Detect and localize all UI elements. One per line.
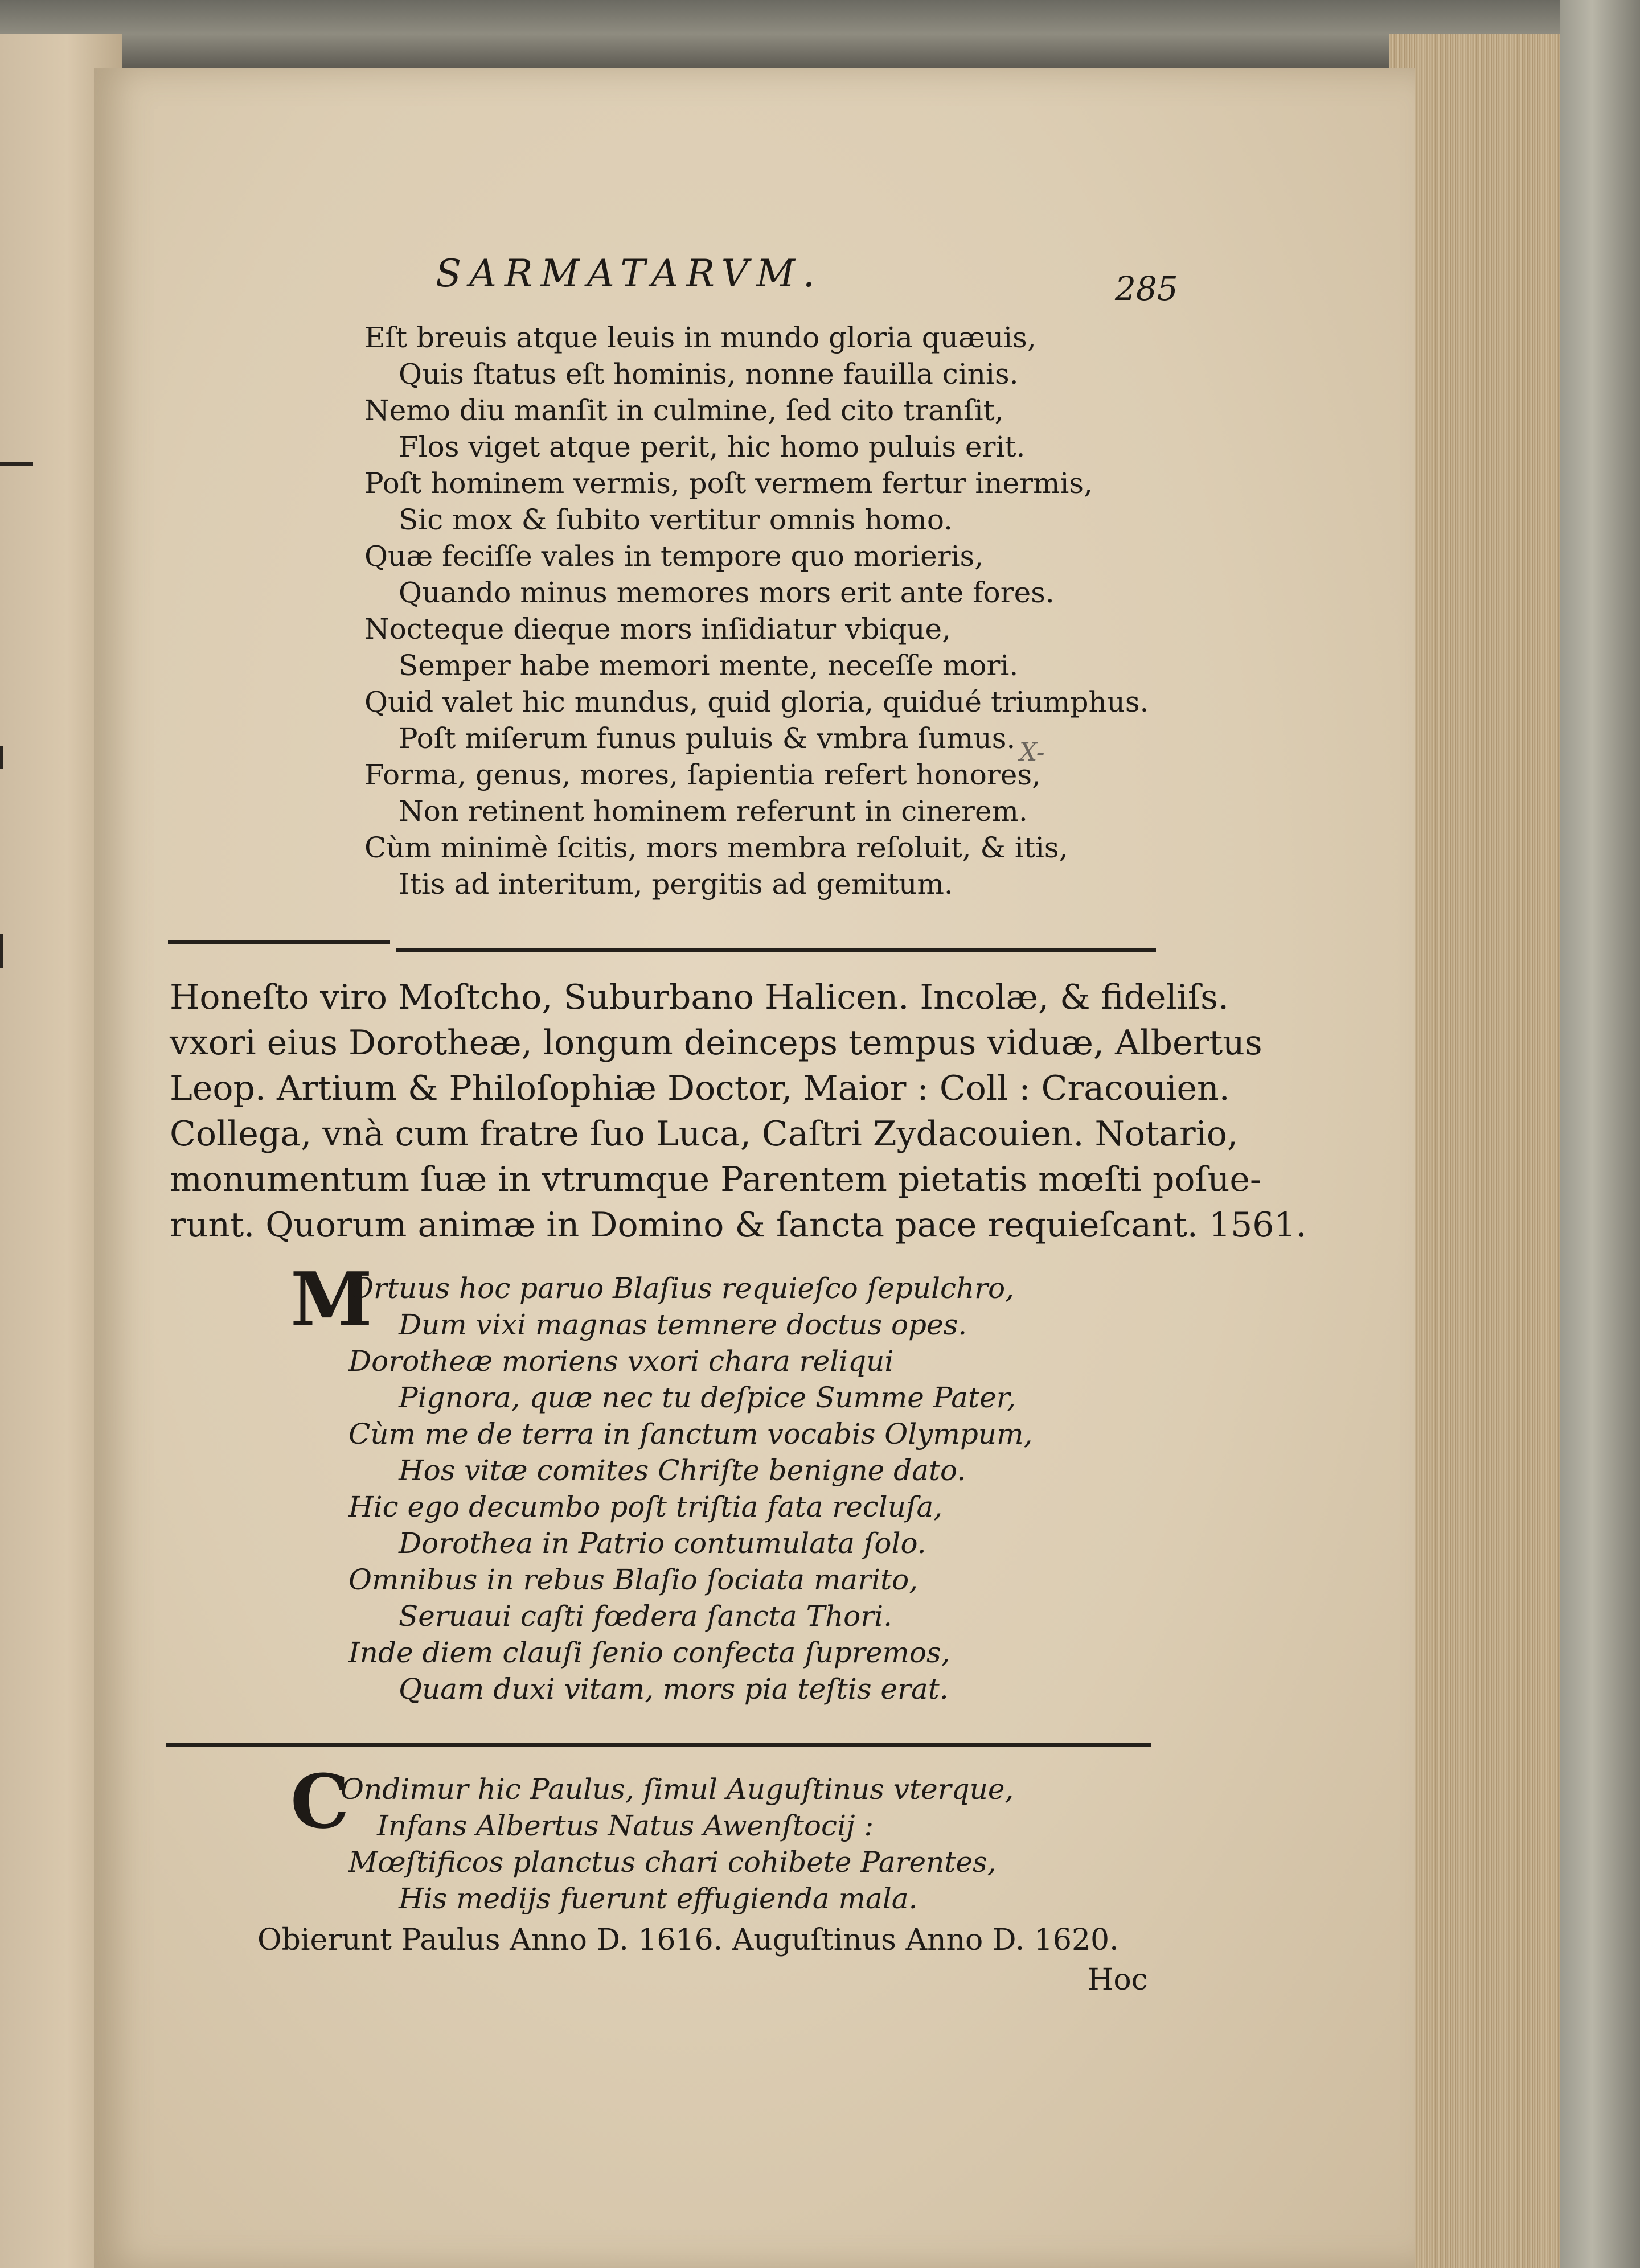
verse-line: Nemo diu manſit in culmine, ſed cito tranſit, — [364, 394, 1004, 427]
verse-line: Hic ego decumbo poſt triſtia fata recluſa, — [348, 1490, 943, 1523]
verse-line: Dorothea in Patrio contumulata ſolo. — [399, 1527, 926, 1560]
verse-line: Quando minus memores mors erit ante fores. — [399, 576, 1055, 609]
verse-line: Non retinent hominem referunt in cinerem. — [399, 795, 1028, 828]
verse-line: Omnibus in rebus Blaſio ſociata marito, — [348, 1563, 919, 1596]
verse-line: Itis ad interitum, pergitis ad gemitum. — [399, 868, 953, 901]
verse-line: Dum vixi magnas temnere doctus opes. — [399, 1308, 967, 1341]
verse-line: Semper habe memori mente, neceſſe mori. — [399, 649, 1019, 682]
verse-line: Flos viget atque perit, hic homo puluis erit. — [399, 430, 1026, 463]
verse-line: Hos vitæ comites Chriſte benigne dato. — [399, 1454, 966, 1487]
verse-line: Mœſtificos planctus chari cohibete Parentes, — [348, 1846, 997, 1879]
prose-line: Collega, vnà cum fratre ſuo Luca, Caſtri Zydacouien. Notario, — [170, 1114, 1239, 1154]
prose-line: Honeſto viro Moſtcho, Suburbano Halicen. Incolæ, & fideliſs. — [170, 977, 1229, 1017]
page-fore-edge — [1389, 34, 1560, 2268]
verse-line: Cùm minimè ſcitis, mors membra reſoluit, & itis, — [364, 831, 1068, 864]
verse-line: Dorotheæ moriens vxori chara reliqui — [348, 1345, 894, 1378]
verse-line: Quæ feciſſe vales in tempore quo morieris, — [364, 540, 984, 573]
section-rule — [168, 940, 390, 944]
left-page-ink-mark — [0, 462, 33, 466]
marginal-annotation: X- — [1019, 738, 1045, 767]
verse-line: Infans Albertus Natus Awenſtocij : — [377, 1809, 874, 1842]
verse-line: Quis ſtatus eſt hominis, nonne fauilla cinis. — [399, 358, 1019, 391]
verse-line: Seruaui caſti fœdera ſancta Thori. — [399, 1600, 893, 1633]
section-rule — [396, 948, 1156, 952]
verse-line: Quid valet hic mundus, quid gloria, quidué triumphus. — [364, 685, 1149, 718]
running-header: SARMATARVM. — [436, 252, 823, 295]
verse-line: Ortuus hoc paruo Blaſius requieſco ſepulchro, — [350, 1272, 1015, 1305]
verse-line: Eſt breuis atque leuis in mundo gloria quæuis, — [364, 321, 1036, 354]
page-number: 285 — [1115, 269, 1178, 308]
verse-line: Inde diem clauſi ſenio confecta ſupremos, — [348, 1636, 950, 1669]
verse-line: Poſt miſerum funus puluis & vmbra ſumus. — [399, 722, 1016, 755]
drop-cap: M — [290, 1256, 372, 1343]
book-cover — [1560, 0, 1640, 2268]
prose-line: runt. Quorum animæ in Domino & ſancta pace requieſcant. 1561. — [170, 1205, 1307, 1245]
section-rule — [166, 1743, 1151, 1747]
verse-line: Nocteque dieque mors inſidiatur vbique, — [364, 613, 952, 646]
verse-line: Forma, genus, mores, ſapientia refert honores, — [364, 758, 1041, 791]
verse-line: Quam duxi vitam, mors pia teſtis erat. — [399, 1673, 949, 1706]
verse-line: Cùm me de terra in ſanctum vocabis Olympum, — [348, 1418, 1033, 1451]
prose-line: Leop. Artium & Philoſophiæ Doctor, Maior : Coll : Cracouien. — [170, 1069, 1230, 1108]
verse-line: Sic mox & ſubito vertitur omnis homo. — [399, 503, 953, 536]
left-page-ink-tick — [0, 746, 3, 769]
drop-cap: C — [290, 1758, 350, 1845]
prose-line: vxori eius Dorotheæ, longum deinceps tempus viduæ, Albertus — [170, 1023, 1262, 1063]
verse-line: His medijs fuerunt effugienda mala. — [399, 1882, 918, 1915]
verse-line: Pignora, quæ nec tu deſpice Summe Pater, — [399, 1381, 1016, 1414]
catchword: Hoc — [1088, 1963, 1148, 1997]
left-page-ink-tick — [0, 934, 3, 968]
obit-line: Obierunt Paulus Anno D. 1616. Auguſtinus Anno D. 1620. — [257, 1923, 1119, 1957]
verse-line: Poſt hominem vermis, poſt vermem fertur inermis, — [364, 467, 1093, 500]
prose-line: monumentum ſuæ in vtrumque Parentem pietatis mœſti poſue- — [170, 1160, 1262, 1199]
verse-line: Ondimur hic Paulus, ſimul Auguſtinus vterque, — [341, 1773, 1014, 1806]
